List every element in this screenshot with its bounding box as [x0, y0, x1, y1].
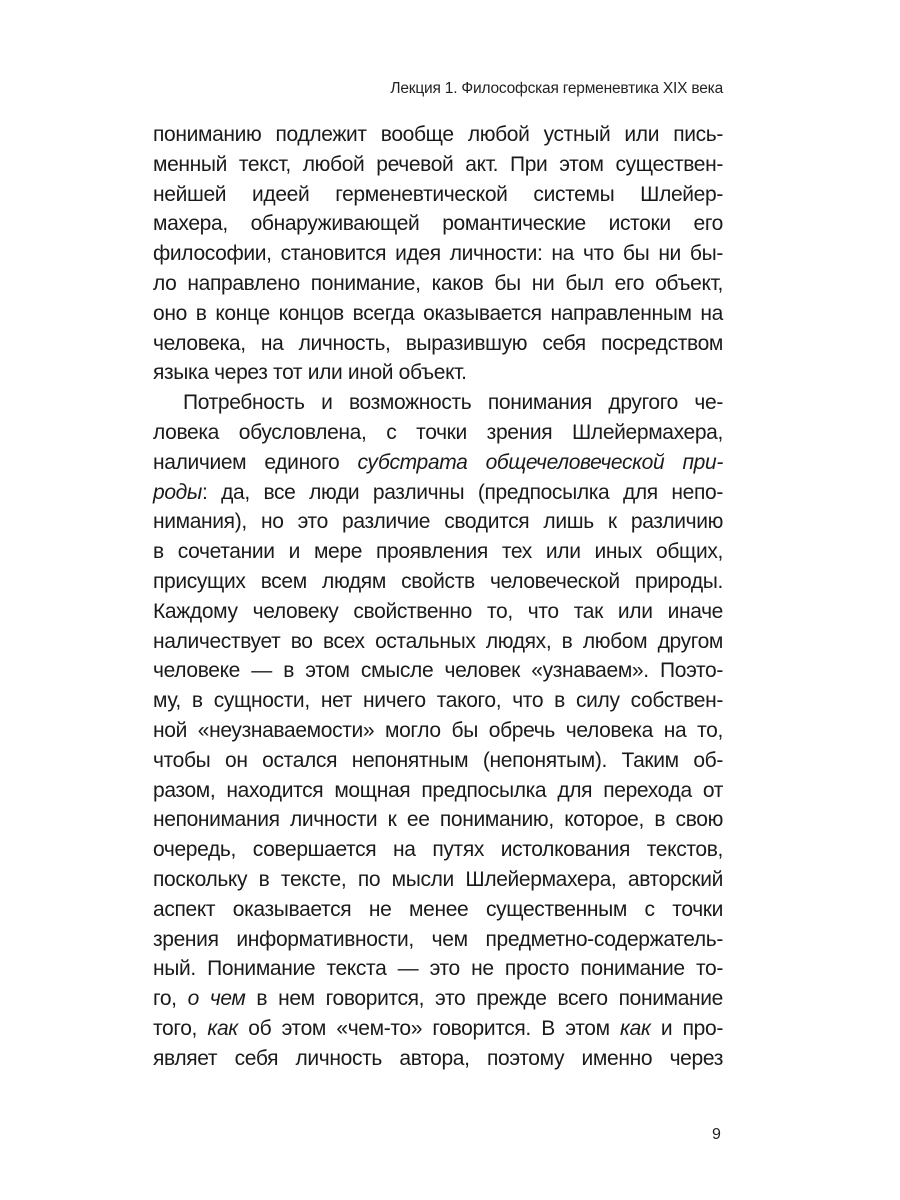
italic-text: как	[207, 1016, 238, 1040]
text-segment: ло направлено понимание, каков бы ни был его объект,	[153, 271, 723, 295]
page-number: 9	[712, 1126, 721, 1143]
text-line	[153, 627, 723, 657]
text-line	[153, 925, 723, 955]
text-segment: : да, все люди различны (предпосылка для непо-	[202, 480, 723, 504]
text-segment: и про-	[650, 1016, 723, 1040]
text-segment: оно в конце концов всегда оказывается направленным на	[153, 301, 723, 325]
text-line	[153, 150, 723, 180]
text-segment: ной «неузнаваемости» могло бы обречь человека на то,	[153, 718, 723, 742]
text-segment: Потребность и возможность понимания другого че-	[183, 391, 723, 415]
text-line	[153, 597, 723, 627]
text-line	[153, 537, 723, 567]
text-segment: являет себя личность автора, поэтому именно через	[153, 1046, 723, 1070]
text-line	[153, 716, 723, 746]
text-line	[153, 358, 723, 388]
italic-text: как	[620, 1016, 651, 1040]
text-line	[153, 656, 723, 686]
text-line	[153, 776, 723, 806]
text-segment: зрения информативности, чем предметно-содержатель-	[153, 927, 723, 951]
text-segment: в сочетании и мере проявления тех или иных общих,	[153, 540, 723, 564]
text-segment: в нем говорится, это прежде всего понимание	[245, 987, 723, 1011]
text-segment: аспект оказывается не менее существенным с точки	[153, 897, 723, 921]
text-segment: му, в сущности, нет ничего такого, что в силу собствен-	[153, 689, 723, 713]
text-segment: ный. Понимание текста — это не просто понимание то-	[153, 957, 723, 981]
text-line	[153, 835, 723, 865]
text-segment: нейшей идеей герменевтической системы Шлейер-	[153, 182, 723, 206]
text-segment: языка через тот или иной объект.	[153, 361, 467, 385]
text-line	[153, 1044, 723, 1074]
text-line	[153, 686, 723, 716]
text-segment: чтобы он остался непонятным (непонятым). Таким об-	[153, 748, 723, 772]
running-head: Лекция 1. Философская герменевтика XIX века	[390, 80, 723, 97]
text-line	[153, 865, 723, 895]
text-line	[153, 954, 723, 984]
text-line	[153, 239, 723, 269]
text-line	[153, 895, 723, 925]
text-line	[153, 388, 723, 418]
italic-text: о чем	[187, 987, 246, 1011]
text-line	[153, 180, 723, 210]
text-segment: нимания), но это различие сводится лишь к различию	[153, 510, 723, 534]
text-segment: философии, становится идея личности: на что бы ни бы-	[153, 242, 723, 266]
text-line	[153, 984, 723, 1014]
text-line	[153, 418, 723, 448]
body-text	[153, 120, 723, 1074]
text-line	[153, 209, 723, 239]
text-line	[153, 448, 723, 478]
text-segment: человека, на личность, выразившую себя посредством	[153, 331, 723, 355]
text-segment: об этом «чем-то» говорится. В этом	[237, 1016, 621, 1040]
text-segment: наличием единого	[153, 450, 358, 474]
text-line	[153, 329, 723, 359]
text-line	[153, 805, 723, 835]
text-line	[153, 478, 723, 508]
text-segment: махера, обнаруживающей романтические истоки его	[153, 212, 723, 236]
text-segment: менный текст, любой речевой акт. При этом существен-	[153, 152, 723, 176]
text-segment: того,	[153, 1016, 208, 1040]
text-line	[153, 507, 723, 537]
text-segment: Каждому человеку свойственно то, что так или иначе	[153, 599, 723, 623]
text-segment: разом, находится мощная предпосылка для перехода от	[153, 778, 723, 802]
text-segment: го,	[153, 987, 188, 1011]
text-segment: поскольку в тексте, по мысли Шлейермахера, авторский	[153, 867, 723, 891]
text-line	[153, 1014, 723, 1044]
text-line	[153, 299, 723, 329]
text-line	[153, 567, 723, 597]
italic-text: роды	[153, 480, 203, 504]
text-segment: присущих всем людям свойств человеческой природы.	[153, 569, 723, 593]
text-line	[153, 120, 723, 150]
text-segment: пониманию подлежит вообще любой устный или пись-	[153, 123, 723, 146]
text-line	[153, 746, 723, 776]
text-segment: наличествует во всех остальных людях, в любом другом	[153, 629, 723, 653]
text-segment: очередь, совершается на путях истолкования текстов,	[153, 838, 723, 862]
text-segment: человеке — в этом смысле человек «узнаваем». Поэто-	[153, 659, 723, 683]
text-segment: ловека обусловлена, с точки зрения Шлейермахера,	[153, 420, 723, 444]
text-line	[153, 269, 723, 299]
text-segment: непонимания личности к ее пониманию, которое, в свою	[153, 808, 723, 832]
italic-text: субстрата общечеловеческой при-	[357, 450, 723, 474]
